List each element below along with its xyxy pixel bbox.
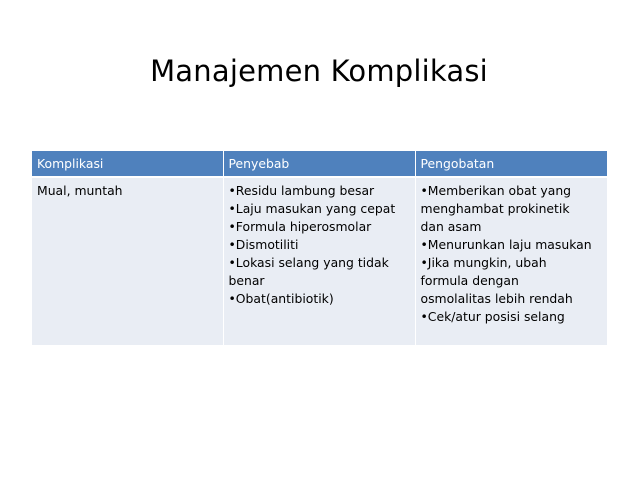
cell-komplikasi (32, 177, 223, 345)
penyebab-line: •Laju masukan yang cepat (228, 201, 396, 216)
pengobatan-line: formula dengan (420, 273, 519, 288)
penyebab-line: •Formula hiperosmolar (228, 219, 372, 234)
pengobatan-line: dan asam (420, 219, 482, 234)
cell-pengobatan (415, 177, 607, 345)
penyebab-line: benar (228, 273, 265, 288)
header-penyebab: Penyebab (223, 151, 415, 177)
table-header-row (32, 151, 607, 177)
pengobatan-line: •Memberikan obat yang (420, 183, 572, 198)
slide-title: Manajemen Komplikasi (150, 54, 488, 88)
complication-table (32, 151, 607, 345)
table-row (32, 177, 607, 345)
komplikasi-text: Mual, muntah (37, 183, 123, 198)
header-pengobatan: Pengobatan (415, 151, 607, 177)
cell-penyebab (223, 177, 415, 345)
pengobatan-line: •Jika mungkin, ubah (420, 255, 547, 270)
penyebab-line: •Lokasi selang yang tidak (228, 255, 389, 270)
penyebab-line: •Obat(antibiotik) (228, 291, 334, 306)
header-komplikasi: Komplikasi (32, 151, 223, 177)
pengobatan-line: osmolalitas lebih rendah (420, 291, 573, 306)
pengobatan-line: •Menurunkan laju masukan (420, 237, 592, 252)
penyebab-line: •Residu lambung besar (228, 183, 375, 198)
penyebab-line: •Dismotiliti (228, 237, 299, 252)
pengobatan-line: menghambat prokinetik (420, 201, 570, 216)
pengobatan-line: •Cek/atur posisi selang (420, 309, 565, 324)
